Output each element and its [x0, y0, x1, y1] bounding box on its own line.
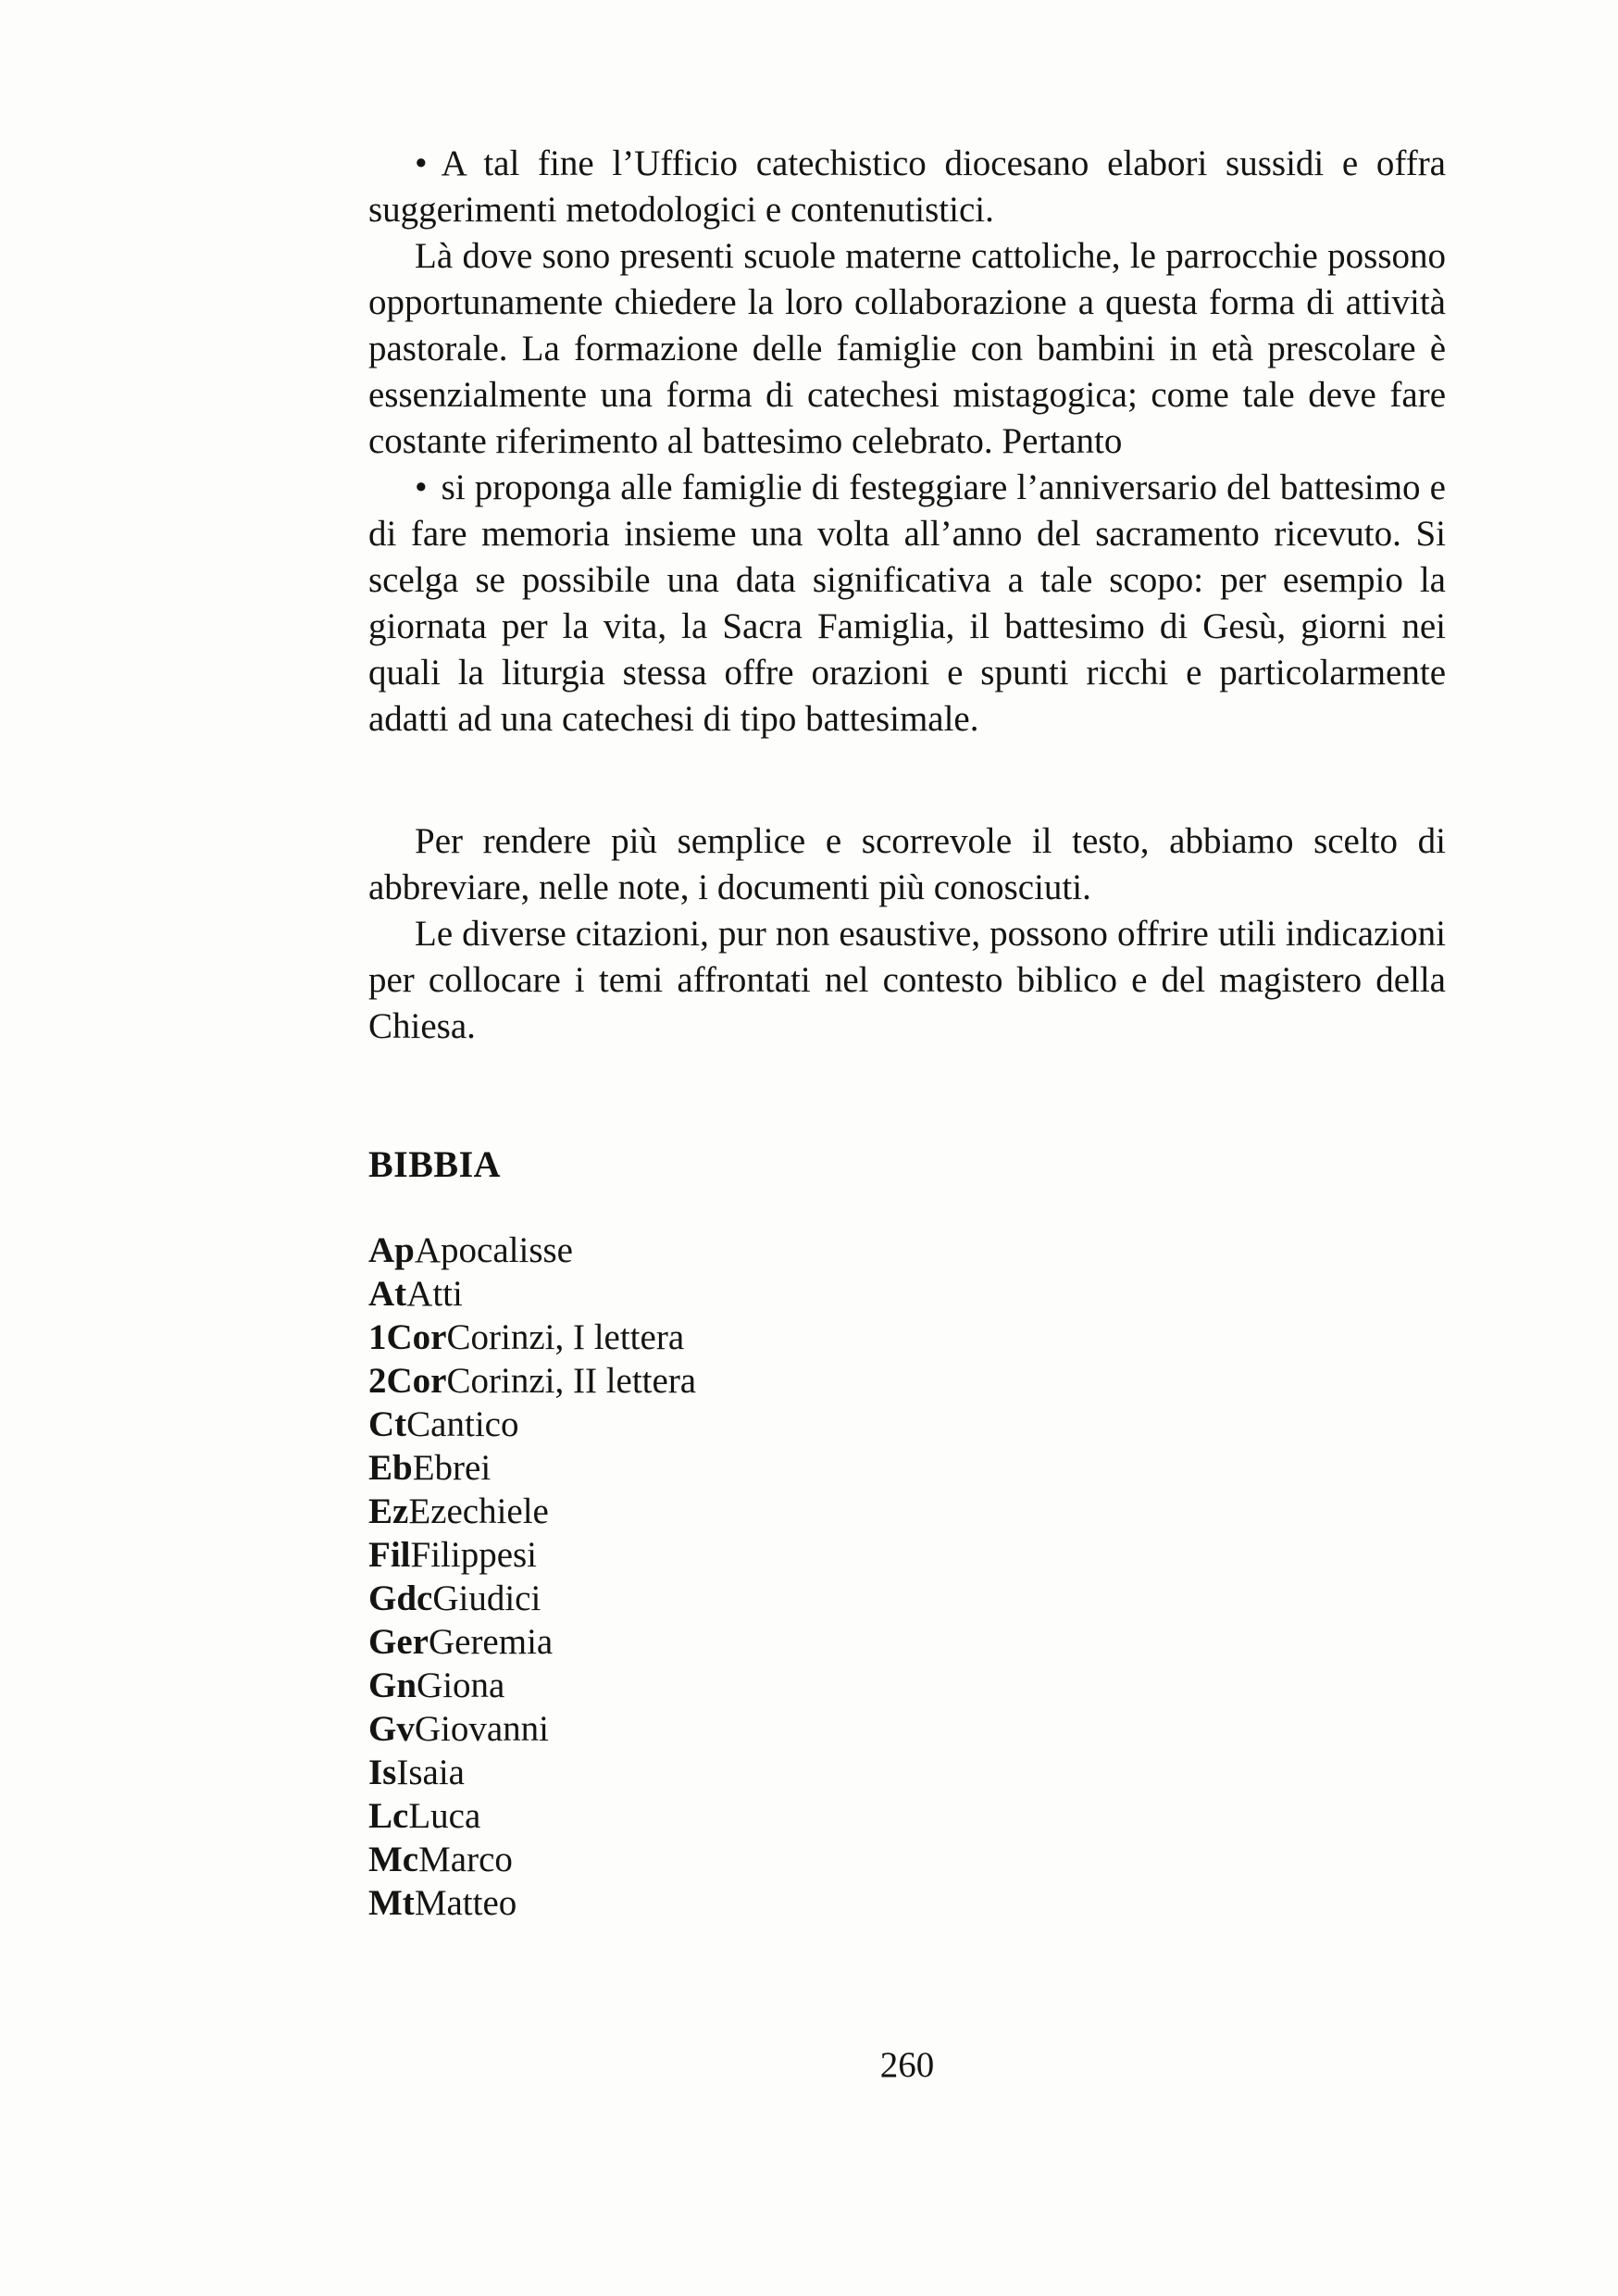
abbreviation-name: Marco: [418, 1840, 513, 1879]
abbreviation-code: Ger: [368, 1622, 429, 1662]
bullet-icon: •: [415, 144, 428, 183]
notes-paragraph-1: [368, 818, 1446, 911]
notes-intro-block: [368, 818, 1446, 1050]
abbreviation-code: Lc: [368, 1796, 409, 1836]
section-heading-bibbia: BIBBIA: [368, 1143, 502, 1185]
abbreviation-name: Geremia: [428, 1622, 554, 1662]
abbreviation-code: Eb: [368, 1448, 413, 1488]
abbreviation-item: [368, 1403, 1446, 1446]
abbreviation-name: Cantico: [406, 1404, 519, 1444]
abbreviation-item: [368, 1316, 1446, 1359]
page-number: 260: [879, 2045, 935, 2085]
abbreviation-name: Corinzi, I lettera: [446, 1317, 685, 1357]
abbreviation-code: Mt: [368, 1883, 415, 1923]
text-block: [368, 141, 1446, 1925]
abbreviation-name: Filippesi: [410, 1535, 538, 1575]
abbreviation-item: [368, 1229, 1446, 1272]
abbreviation-name: Matteo: [414, 1883, 517, 1923]
abbreviation-name: Corinzi, II lettera: [446, 1361, 697, 1401]
paragraph-text: Per rendere più semplice e scorrevole il testo, abbiamo scelto di abbreviare, nelle note, i documenti più conosciuti.: [368, 821, 1446, 907]
abbreviation-name: Giudici: [432, 1578, 541, 1618]
abbreviation-item: [368, 1272, 1446, 1316]
abbreviation-code: Ez: [368, 1491, 409, 1531]
abbreviation-item: [368, 1794, 1446, 1838]
notes-paragraph-2: [368, 911, 1446, 1050]
abbreviation-code: Gn: [368, 1666, 417, 1705]
abbreviation-code: 1Cor: [368, 1317, 447, 1357]
abbreviation-code: Ct: [368, 1404, 407, 1444]
abbreviation-item: [368, 1577, 1446, 1620]
abbreviation-name: Isaia: [396, 1753, 465, 1792]
paragraph-bullet-1: [368, 141, 1446, 233]
abbreviation-name: Ezechiele: [408, 1491, 549, 1531]
abbreviation-name: Ebrei: [412, 1448, 492, 1488]
abbreviation-name: Apocalisse: [414, 1230, 573, 1270]
paragraph-bullet-3: [368, 465, 1446, 742]
abbreviation-code: Mc: [368, 1840, 419, 1879]
abbreviation-item: [368, 1707, 1446, 1751]
abbreviation-item: [368, 1664, 1446, 1707]
abbreviation-code: Fil: [368, 1535, 411, 1575]
abbreviation-name: Atti: [406, 1274, 463, 1314]
abbreviation-item: [368, 1533, 1446, 1577]
abbreviation-item: [368, 1881, 1446, 1925]
abbreviation-name: Luca: [408, 1796, 481, 1836]
abbreviation-list: [368, 1229, 1446, 1925]
abbreviation-code: Is: [368, 1753, 397, 1792]
abbreviation-item: [368, 1620, 1446, 1664]
paragraph-text: Le diverse citazioni, pur non esaustive, possono offrire utili indicazioni per collocare i temi affrontati nel contesto biblico e del magistero della Chiesa.: [368, 914, 1446, 1046]
paragraph-text: Là dove sono presenti scuole materne cattoliche, le parrocchie possono opportunamente chiedere la loro collaborazione a questa forma di attività pastorale. La formazione delle famiglie con bambini in età prescolare è essenzialmente una forma di catechesi mistagogica; come tale deve fare costante riferimento al battesimo celebrato. Pertanto: [368, 236, 1446, 461]
abbreviation-code: Gv: [368, 1709, 415, 1749]
paragraph-2: [368, 233, 1446, 465]
abbreviation-item: [368, 1446, 1446, 1490]
abbreviation-name: Giona: [417, 1666, 505, 1705]
abbreviation-item: [368, 1359, 1446, 1403]
abbreviation-item: [368, 1838, 1446, 1881]
paragraph-text: si proponga alle famiglie di festeggiare l’anniversario del battesimo e di fare memoria insieme una volta all’anno del sacramento ricevuto. Si scelga se possibile una data significativa a tale scopo: per esempio la giornata per la vita, la Sacra Famiglia, il battesimo di Gesù, giorni nei quali la liturgia stessa offre orazioni e spunti ricchi e particolarmente adatti ad una catechesi di tipo battesimale.: [368, 468, 1446, 739]
abbreviation-item: [368, 1490, 1446, 1533]
bullet-icon: •: [415, 468, 428, 507]
abbreviation-item: [368, 1751, 1446, 1794]
paragraph-text: A tal fine l’Ufficio catechistico diocesano elabori sussidi e offra suggerimenti metodologici e contenutistici.: [368, 144, 1446, 230]
abbreviation-code: 2Cor: [368, 1361, 447, 1401]
abbreviation-code: At: [368, 1274, 407, 1314]
abbreviation-code: Ap: [368, 1230, 415, 1270]
abbreviation-name: Giovanni: [414, 1709, 549, 1749]
abbreviation-code: Gdc: [368, 1578, 433, 1618]
